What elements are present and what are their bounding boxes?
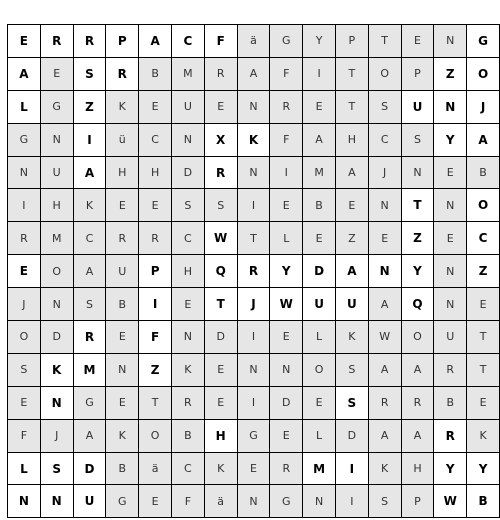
grid-cell-r3-c8[interactable]: N bbox=[238, 91, 270, 123]
grid-cell-r10-c2[interactable]: D bbox=[41, 321, 73, 353]
grid-cell-r12-c12[interactable]: R bbox=[369, 387, 401, 419]
grid-cell-r5-c14[interactable]: E bbox=[434, 157, 466, 189]
grid-cell-r11-c3[interactable]: M bbox=[74, 354, 106, 386]
grid-cell-r4-c10[interactable]: A bbox=[303, 124, 335, 156]
grid-cell-r3-c4[interactable]: K bbox=[106, 91, 138, 123]
grid-cell-r1-c1[interactable]: E bbox=[8, 25, 40, 57]
grid-cell-r6-c7[interactable]: S bbox=[205, 189, 237, 221]
grid-cell-r6-c9[interactable]: E bbox=[270, 189, 302, 221]
grid-cell-r12-c5[interactable]: T bbox=[139, 387, 171, 419]
grid-cell-r3-c9[interactable]: R bbox=[270, 91, 302, 123]
grid-cell-r8-c1[interactable]: E bbox=[8, 255, 40, 287]
grid-cell-r5-c10[interactable]: M bbox=[303, 157, 335, 189]
grid-cell-r8-c2[interactable]: O bbox=[41, 255, 73, 287]
grid-cell-r4-c4[interactable]: ü bbox=[106, 124, 138, 156]
grid-cell-r12-c15[interactable]: E bbox=[467, 387, 499, 419]
grid-cell-r12-c10[interactable]: E bbox=[303, 387, 335, 419]
grid-cell-r5-c1[interactable]: N bbox=[8, 157, 40, 189]
grid-cell-r10-c7[interactable]: D bbox=[205, 321, 237, 353]
grid-cell-r12-c6[interactable]: R bbox=[172, 387, 204, 419]
grid-cell-r15-c14[interactable]: W bbox=[434, 485, 466, 517]
grid-cell-r13-c8[interactable]: G bbox=[238, 420, 270, 452]
grid-cell-r7-c2[interactable]: M bbox=[41, 222, 73, 254]
grid-cell-r15-c2[interactable]: N bbox=[41, 485, 73, 517]
grid-cell-r12-c4[interactable]: E bbox=[106, 387, 138, 419]
grid-cell-r9-c3[interactable]: S bbox=[74, 288, 106, 320]
grid-cell-r6-c6[interactable]: S bbox=[172, 189, 204, 221]
grid-cell-r7-c3[interactable]: C bbox=[74, 222, 106, 254]
grid-cell-r1-c11[interactable]: P bbox=[336, 25, 368, 57]
word-search-grid bbox=[7, 24, 500, 518]
grid-cell-r12-c1[interactable]: E bbox=[8, 387, 40, 419]
grid-cell-r14-c8[interactable]: E bbox=[238, 453, 270, 485]
grid-cell-r13-c4[interactable]: K bbox=[106, 420, 138, 452]
grid-cell-r1-c14[interactable]: N bbox=[434, 25, 466, 57]
grid-cell-r13-c6[interactable]: B bbox=[172, 420, 204, 452]
grid-cell-r1-c6[interactable]: C bbox=[172, 25, 204, 57]
grid-cell-r8-c10[interactable]: D bbox=[303, 255, 335, 287]
grid-cell-r7-c10[interactable]: E bbox=[303, 222, 335, 254]
grid-cell-r4-c13[interactable]: S bbox=[402, 124, 434, 156]
grid-cell-r8-c4[interactable]: U bbox=[106, 255, 138, 287]
grid-cell-r14-c15[interactable]: Y bbox=[467, 453, 499, 485]
grid-cell-r12-c13[interactable]: R bbox=[402, 387, 434, 419]
grid-cell-r14-c2[interactable]: S bbox=[41, 453, 73, 485]
grid-cell-r5-c11[interactable]: A bbox=[336, 157, 368, 189]
grid-cell-r4-c2[interactable]: N bbox=[41, 124, 73, 156]
grid-cell-r9-c6[interactable]: E bbox=[172, 288, 204, 320]
grid-cell-r12-c7[interactable]: E bbox=[205, 387, 237, 419]
grid-cell-r8-c8[interactable]: R bbox=[238, 255, 270, 287]
grid-cell-r3-c5[interactable]: E bbox=[139, 91, 171, 123]
grid-cell-r9-c2[interactable]: N bbox=[41, 288, 73, 320]
grid-cell-r6-c10[interactable]: B bbox=[303, 189, 335, 221]
grid-cell-r10-c9[interactable]: E bbox=[270, 321, 302, 353]
grid-cell-r5-c3[interactable]: A bbox=[74, 157, 106, 189]
grid-cell-r7-c12[interactable]: E bbox=[369, 222, 401, 254]
grid-cell-r10-c4[interactable]: E bbox=[106, 321, 138, 353]
grid-cell-r6-c12[interactable]: N bbox=[369, 189, 401, 221]
grid-cell-r2-c15[interactable]: O bbox=[467, 58, 499, 90]
grid-cell-r15-c4[interactable]: G bbox=[106, 485, 138, 517]
grid-cell-r6-c14[interactable]: N bbox=[434, 189, 466, 221]
grid-cell-r1-c7[interactable]: F bbox=[205, 25, 237, 57]
grid-cell-r13-c3[interactable]: A bbox=[74, 420, 106, 452]
grid-cell-r9-c5[interactable]: I bbox=[139, 288, 171, 320]
grid-cell-r4-c15[interactable]: A bbox=[467, 124, 499, 156]
grid-cell-r8-c7[interactable]: Q bbox=[205, 255, 237, 287]
grid-cell-r14-c1[interactable]: L bbox=[8, 453, 40, 485]
grid-cell-r15-c5[interactable]: E bbox=[139, 485, 171, 517]
grid-cell-r4-c1[interactable]: G bbox=[8, 124, 40, 156]
grid-cell-r10-c10[interactable]: L bbox=[303, 321, 335, 353]
grid-cell-r6-c8[interactable]: I bbox=[238, 189, 270, 221]
grid-cell-r6-c4[interactable]: E bbox=[106, 189, 138, 221]
grid-cell-r4-c11[interactable]: H bbox=[336, 124, 368, 156]
grid-cell-r13-c11[interactable]: D bbox=[336, 420, 368, 452]
grid-cell-r9-c14[interactable]: N bbox=[434, 288, 466, 320]
grid-cell-r11-c5[interactable]: Z bbox=[139, 354, 171, 386]
grid-cell-r9-c4[interactable]: B bbox=[106, 288, 138, 320]
grid-cell-r8-c3[interactable]: A bbox=[74, 255, 106, 287]
grid-cell-r9-c1[interactable]: J bbox=[8, 288, 40, 320]
grid-cell-r14-c12[interactable]: K bbox=[369, 453, 401, 485]
grid-cell-r4-c7[interactable]: X bbox=[205, 124, 237, 156]
grid-cell-r4-c6[interactable]: N bbox=[172, 124, 204, 156]
grid-cell-r4-c8[interactable]: K bbox=[238, 124, 270, 156]
grid-cell-r2-c14[interactable]: Z bbox=[434, 58, 466, 90]
grid-cell-r5-c5[interactable]: H bbox=[139, 157, 171, 189]
grid-cell-r7-c11[interactable]: Z bbox=[336, 222, 368, 254]
grid-cell-r6-c13[interactable]: T bbox=[402, 189, 434, 221]
grid-cell-r7-c4[interactable]: R bbox=[106, 222, 138, 254]
grid-cell-r8-c11[interactable]: A bbox=[336, 255, 368, 287]
grid-cell-r11-c4[interactable]: N bbox=[106, 354, 138, 386]
grid-cell-r3-c12[interactable]: S bbox=[369, 91, 401, 123]
grid-cell-r15-c8[interactable]: N bbox=[238, 485, 270, 517]
grid-cell-r5-c2[interactable]: U bbox=[41, 157, 73, 189]
grid-cell-r10-c5[interactable]: F bbox=[139, 321, 171, 353]
grid-cell-r15-c3[interactable]: U bbox=[74, 485, 106, 517]
grid-cell-r3-c14[interactable]: N bbox=[434, 91, 466, 123]
grid-cell-r11-c8[interactable]: N bbox=[238, 354, 270, 386]
grid-cell-r8-c14[interactable]: N bbox=[434, 255, 466, 287]
grid-cell-r1-c15[interactable]: G bbox=[467, 25, 499, 57]
grid-cell-r10-c1[interactable]: O bbox=[8, 321, 40, 353]
grid-cell-r3-c13[interactable]: U bbox=[402, 91, 434, 123]
grid-cell-r12-c9[interactable]: D bbox=[270, 387, 302, 419]
grid-cell-r7-c5[interactable]: R bbox=[139, 222, 171, 254]
grid-cell-r5-c15[interactable]: B bbox=[467, 157, 499, 189]
grid-cell-r5-c7[interactable]: R bbox=[205, 157, 237, 189]
grid-cell-r1-c4[interactable]: P bbox=[106, 25, 138, 57]
grid-cell-r15-c7[interactable]: ä bbox=[205, 485, 237, 517]
grid-cell-r4-c14[interactable]: Y bbox=[434, 124, 466, 156]
grid-cell-r13-c5[interactable]: O bbox=[139, 420, 171, 452]
grid-cell-r13-c13[interactable]: A bbox=[402, 420, 434, 452]
grid-cell-r1-c10[interactable]: Y bbox=[303, 25, 335, 57]
grid-cell-r4-c12[interactable]: C bbox=[369, 124, 401, 156]
grid-cell-r14-c6[interactable]: C bbox=[172, 453, 204, 485]
grid-cell-r7-c14[interactable]: E bbox=[434, 222, 466, 254]
grid-cell-r7-c15[interactable]: C bbox=[467, 222, 499, 254]
grid-cell-r9-c9[interactable]: W bbox=[270, 288, 302, 320]
grid-cell-r14-c5[interactable]: ä bbox=[139, 453, 171, 485]
grid-cell-r15-c15[interactable]: B bbox=[467, 485, 499, 517]
grid-cell-r13-c1[interactable]: F bbox=[8, 420, 40, 452]
grid-cell-r9-c15[interactable]: E bbox=[467, 288, 499, 320]
grid-cell-r13-c2[interactable]: J bbox=[41, 420, 73, 452]
grid-cell-r1-c2[interactable]: R bbox=[41, 25, 73, 57]
grid-cell-r5-c4[interactable]: H bbox=[106, 157, 138, 189]
grid-cell-r7-c9[interactable]: L bbox=[270, 222, 302, 254]
grid-cell-r6-c11[interactable]: E bbox=[336, 189, 368, 221]
grid-cell-r10-c15[interactable]: T bbox=[467, 321, 499, 353]
grid-cell-r7-c7[interactable]: W bbox=[205, 222, 237, 254]
grid-cell-r8-c9[interactable]: Y bbox=[270, 255, 302, 287]
grid-cell-r4-c9[interactable]: F bbox=[270, 124, 302, 156]
grid-cell-r11-c12[interactable]: A bbox=[369, 354, 401, 386]
grid-cell-r9-c12[interactable]: A bbox=[369, 288, 401, 320]
grid-cell-r14-c4[interactable]: B bbox=[106, 453, 138, 485]
grid-cell-r2-c9[interactable]: F bbox=[270, 58, 302, 90]
grid-cell-r7-c6[interactable]: C bbox=[172, 222, 204, 254]
grid-cell-r11-c1[interactable]: S bbox=[8, 354, 40, 386]
grid-cell-r2-c5[interactable]: B bbox=[139, 58, 171, 90]
grid-cell-r9-c10[interactable]: U bbox=[303, 288, 335, 320]
grid-cell-r8-c12[interactable]: N bbox=[369, 255, 401, 287]
grid-cell-r2-c10[interactable]: I bbox=[303, 58, 335, 90]
grid-cell-r5-c13[interactable]: N bbox=[402, 157, 434, 189]
grid-cell-r5-c12[interactable]: J bbox=[369, 157, 401, 189]
grid-cell-r3-c10[interactable]: E bbox=[303, 91, 335, 123]
grid-cell-r1-c8[interactable]: ä bbox=[238, 25, 270, 57]
grid-cell-r11-c11[interactable]: S bbox=[336, 354, 368, 386]
grid-cell-r1-c12[interactable]: T bbox=[369, 25, 401, 57]
grid-cell-r11-c13[interactable]: A bbox=[402, 354, 434, 386]
grid-cell-r3-c11[interactable]: T bbox=[336, 91, 368, 123]
grid-cell-r11-c2[interactable]: K bbox=[41, 354, 73, 386]
grid-cell-r5-c9[interactable]: I bbox=[270, 157, 302, 189]
grid-cell-r6-c15[interactable]: O bbox=[467, 189, 499, 221]
grid-cell-r3-c6[interactable]: U bbox=[172, 91, 204, 123]
grid-cell-r8-c15[interactable]: Z bbox=[467, 255, 499, 287]
grid-cell-r11-c7[interactable]: E bbox=[205, 354, 237, 386]
grid-cell-r7-c8[interactable]: T bbox=[238, 222, 270, 254]
grid-cell-r2-c3[interactable]: S bbox=[74, 58, 106, 90]
grid-cell-r3-c2[interactable]: G bbox=[41, 91, 73, 123]
grid-cell-r8-c6[interactable]: H bbox=[172, 255, 204, 287]
grid-cell-r15-c10[interactable]: N bbox=[303, 485, 335, 517]
grid-cell-r5-c8[interactable]: N bbox=[238, 157, 270, 189]
grid-cell-r3-c1[interactable]: L bbox=[8, 91, 40, 123]
grid-cell-r1-c13[interactable]: E bbox=[402, 25, 434, 57]
grid-cell-r1-c9[interactable]: G bbox=[270, 25, 302, 57]
grid-cell-r3-c3[interactable]: Z bbox=[74, 91, 106, 123]
grid-cell-r11-c14[interactable]: R bbox=[434, 354, 466, 386]
grid-cell-r10-c11[interactable]: K bbox=[336, 321, 368, 353]
grid-cell-r10-c6[interactable]: N bbox=[172, 321, 204, 353]
grid-cell-r15-c9[interactable]: G bbox=[270, 485, 302, 517]
grid-cell-r10-c13[interactable]: O bbox=[402, 321, 434, 353]
grid-cell-r11-c10[interactable]: O bbox=[303, 354, 335, 386]
grid-cell-r13-c15[interactable]: K bbox=[467, 420, 499, 452]
grid-cell-r2-c6[interactable]: M bbox=[172, 58, 204, 90]
grid-cell-r10-c14[interactable]: U bbox=[434, 321, 466, 353]
grid-cell-r9-c8[interactable]: J bbox=[238, 288, 270, 320]
grid-cell-r6-c3[interactable]: K bbox=[74, 189, 106, 221]
grid-cell-r3-c7[interactable]: E bbox=[205, 91, 237, 123]
grid-cell-r5-c6[interactable]: D bbox=[172, 157, 204, 189]
grid-cell-r12-c11[interactable]: S bbox=[336, 387, 368, 419]
grid-cell-r15-c11[interactable]: I bbox=[336, 485, 368, 517]
grid-cell-r14-c14[interactable]: Y bbox=[434, 453, 466, 485]
grid-cell-r14-c13[interactable]: H bbox=[402, 453, 434, 485]
grid-cell-r10-c3[interactable]: R bbox=[74, 321, 106, 353]
grid-cell-r11-c15[interactable]: T bbox=[467, 354, 499, 386]
grid-cell-r2-c2[interactable]: E bbox=[41, 58, 73, 90]
grid-cell-r14-c7[interactable]: K bbox=[205, 453, 237, 485]
grid-cell-r13-c9[interactable]: E bbox=[270, 420, 302, 452]
grid-cell-r14-c11[interactable]: I bbox=[336, 453, 368, 485]
grid-cell-r2-c13[interactable]: P bbox=[402, 58, 434, 90]
grid-cell-r6-c5[interactable]: E bbox=[139, 189, 171, 221]
grid-cell-r15-c6[interactable]: F bbox=[172, 485, 204, 517]
grid-cell-r8-c13[interactable]: Y bbox=[402, 255, 434, 287]
grid-cell-r2-c8[interactable]: A bbox=[238, 58, 270, 90]
grid-cell-r9-c13[interactable]: Q bbox=[402, 288, 434, 320]
grid-cell-r13-c12[interactable]: A bbox=[369, 420, 401, 452]
grid-cell-r6-c2[interactable]: H bbox=[41, 189, 73, 221]
grid-cell-r11-c9[interactable]: N bbox=[270, 354, 302, 386]
grid-cell-r15-c12[interactable]: S bbox=[369, 485, 401, 517]
grid-cell-r10-c8[interactable]: I bbox=[238, 321, 270, 353]
grid-cell-r4-c3[interactable]: I bbox=[74, 124, 106, 156]
grid-cell-r3-c15[interactable]: J bbox=[467, 91, 499, 123]
grid-cell-r6-c1[interactable]: I bbox=[8, 189, 40, 221]
grid-cell-r15-c13[interactable]: P bbox=[402, 485, 434, 517]
grid-cell-r9-c7[interactable]: T bbox=[205, 288, 237, 320]
grid-cell-r4-c5[interactable]: C bbox=[139, 124, 171, 156]
grid-cell-r2-c12[interactable]: O bbox=[369, 58, 401, 90]
grid-cell-r2-c11[interactable]: T bbox=[336, 58, 368, 90]
grid-cell-r7-c1[interactable]: R bbox=[8, 222, 40, 254]
grid-cell-r12-c14[interactable]: B bbox=[434, 387, 466, 419]
grid-cell-r2-c1[interactable]: A bbox=[8, 58, 40, 90]
grid-cell-r15-c1[interactable]: N bbox=[8, 485, 40, 517]
grid-cell-r13-c14[interactable]: R bbox=[434, 420, 466, 452]
grid-cell-r13-c10[interactable]: L bbox=[303, 420, 335, 452]
grid-cell-r14-c3[interactable]: D bbox=[74, 453, 106, 485]
grid-cell-r8-c5[interactable]: P bbox=[139, 255, 171, 287]
grid-cell-r2-c4[interactable]: R bbox=[106, 58, 138, 90]
grid-cell-r2-c7[interactable]: R bbox=[205, 58, 237, 90]
grid-cell-r11-c6[interactable]: K bbox=[172, 354, 204, 386]
grid-cell-r10-c12[interactable]: W bbox=[369, 321, 401, 353]
grid-cell-r14-c10[interactable]: M bbox=[303, 453, 335, 485]
grid-cell-r7-c13[interactable]: Z bbox=[402, 222, 434, 254]
grid-cell-r9-c11[interactable]: U bbox=[336, 288, 368, 320]
grid-cell-r1-c3[interactable]: R bbox=[74, 25, 106, 57]
grid-cell-r12-c3[interactable]: G bbox=[74, 387, 106, 419]
grid-cell-r1-c5[interactable]: A bbox=[139, 25, 171, 57]
grid-cell-r12-c8[interactable]: I bbox=[238, 387, 270, 419]
grid-cell-r13-c7[interactable]: H bbox=[205, 420, 237, 452]
grid-cell-r12-c2[interactable]: N bbox=[41, 387, 73, 419]
grid-cell-r14-c9[interactable]: R bbox=[270, 453, 302, 485]
